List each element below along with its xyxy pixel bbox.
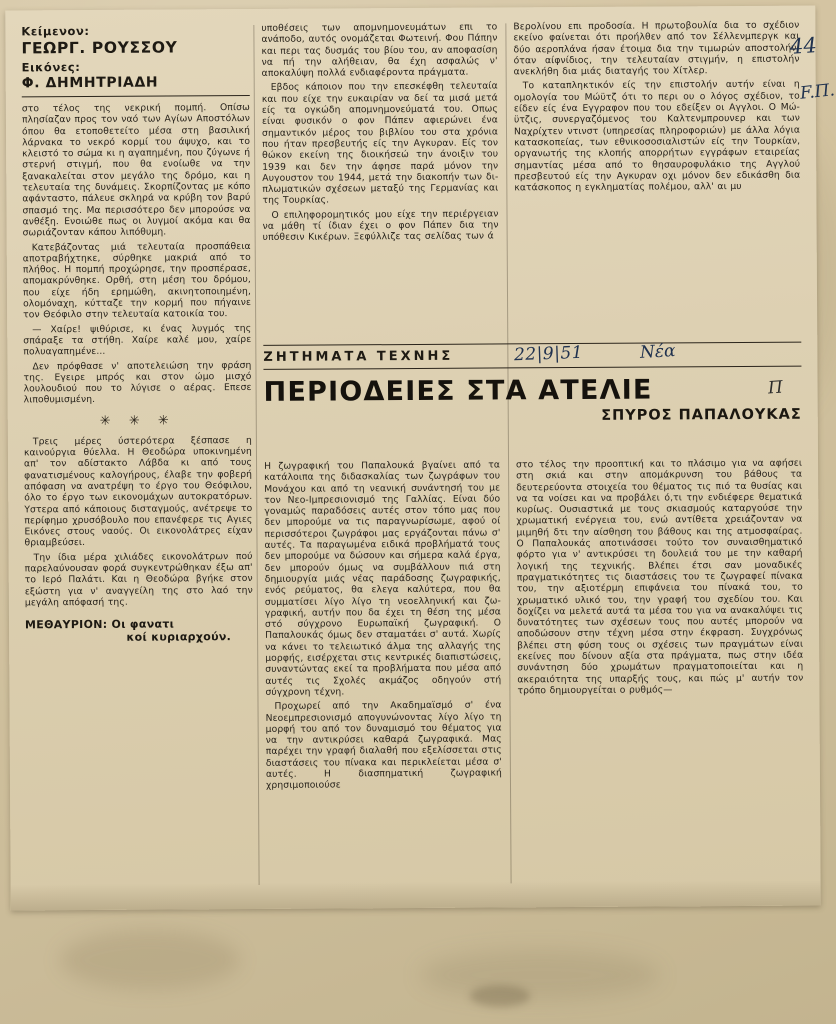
handwritten-code: F.Π.	[799, 80, 836, 104]
paragraph: στο τέλος της νεκρική πομπή. Οπίσω πλησίαζαν προς τον ναό των Αγίων Αποστόλων όπου θα ετοποθετείτο μέσα στη βασιλική λάρνακα το νεκρό κορμί του άψυχο, και το κλειστό το σώμα κι η αγαπημένη, που ζύγωνε ή στερνή στιγμή, που θα ενοίωθε να την ξανακαλείται στον μεγάλο της δρόμο, και η τελευταία της δυνάμεις. Σκορπίζοντας με κόπο αφάνταστο, πάλευε σκληρά να κρύβη τον βαρύ σπασμό της. Μα περισσότερο δεν μπορούσε να ανθέξη. Ενοιώθε πως οι λυγμοί ακόμα και θα σωριάζονταν κάπου λιπόθυμη.	[21, 101, 251, 239]
article-column-right	[516, 458, 803, 700]
article-column-left	[264, 459, 502, 794]
column-one-body-continued	[24, 435, 253, 609]
masthead	[21, 23, 249, 97]
column-divider	[253, 25, 259, 885]
paragraph: υποθέσεις των απομνημονευμάτων επι το ανάποδο, αυτός ονομάζεται Φωτεινή. Φου Πάπην και περι τας δυσμάς του βίου του, αν αποφασίση να πή την αλήθειαν, θα έχη ασφαλώς ν' αποκαλύψη πολλά ενδιαφέροντα πράγματα.	[261, 21, 498, 80]
column-three	[513, 20, 800, 197]
article-byline: ΣΠΥΡΟΣ ΠΑΠΑΛΟΥΚΑΣ	[601, 406, 802, 424]
header-rule-bottom	[263, 366, 801, 370]
section-break-stars: ✳ ✳ ✳	[99, 413, 176, 429]
paragraph: Το καταπληκτικόν είς την επιστολήν αυτήν είναι η ομολογία του Μώϋτζ ότι το περι ου ο λόγος σχέδιον, το είδεν είς ένα Εγγραφον που του εδείξεν οι Αγγλοι. Ο Μώϋτζις, συνεργαζόμενος του Καλτενμπρουνερ και των Ναχρίχτεν ντινστ (υπηρεσίας πληροφοριών) με άλλα λόγια κατασκοπείας, των εθνικοσοσιαλιστών είς την Τουρκίαν, οργανωτής της κλοπής απορρήτων εγγράφων εταιρείας σημαντίας μέσα από το θησαυροφυλάκιο της Αγγλού πρεσβευτού είς την Αγκυραν οχι μόνον δεν εδικάσθη δια κατάσκοπος η εγκληματίας πολέμου, αλλ' αι μυ	[513, 79, 801, 194]
paragraph: — Χαίρε! ψιθύρισε, κι ένας λυγμός της σπάραξε τα στήθη. Χαίρε καλέ μου, χαίρε πολυαγαπημένε...	[23, 322, 252, 358]
column-divider	[505, 23, 511, 883]
masthead-images-label: Εικόνες:	[21, 60, 81, 75]
masthead-author: ΓΕΩΡΓ. ΡΟΥΣΣΟΥ	[21, 38, 178, 58]
paragraph: Βερολίνου επι προδοσία. Η πρωτοβουλία δια το σχέδιον εκείνο φαίνεται ότι προήλθεν από τον Σέλλενμπεργκ και δύο αεροπλάνα ήσαν έτοιμα δια την τιμωρών αποστολήν, όταν αίφνίδιος, την τελευταίαν στιγμήν, η επιστολήν ανεκλήθη δια μιάς διαταγής του Χίτλερ.	[513, 19, 800, 78]
column-three-body	[513, 20, 800, 194]
stain-blotch	[420, 950, 660, 1000]
handwritten-mark: Π	[767, 377, 784, 399]
masthead-illustrator: Φ. ΔΗΜΗΤΡΙΑΔΗ	[21, 74, 159, 92]
article-body	[264, 457, 804, 792]
column-one	[21, 23, 253, 645]
article-column-left-text	[264, 459, 502, 791]
tomorrow-label: ΜΕΘΑΥΡΙΟΝ: Οι φανατι	[24, 617, 175, 632]
masthead-text-label: Κείμενον:	[21, 23, 90, 39]
tomorrow-teaser	[25, 617, 253, 644]
stain-blotch	[60, 930, 240, 990]
column-one-body	[22, 102, 252, 406]
paragraph: Προχωρεί από την Ακαδημαϊσμό σ' ένα Νεοεμπρεσιονισμό απογυνώνοντας λίγο λίγο τη μορφή του από τον δυναμισμό του θέματος για να την αντικρύσει καθαρά ζωγραφικά. Μας παρέχει την γραφή διαλαθή που εξελίσσεται στις διαστάσεις του πίνακα και περικλείεται μέσα σ' αυτές. Η διασπηματική ζωγραφική χρησιμοποιούσε	[265, 699, 502, 792]
paragraph: Κατεβάζοντας μιά τελευταία προσπάθεια αποτραβήχτηκε, σύρθηκε μακριά από το πλήθος. Η πομπή προχώρησε, την προσπέρασε, απομακρύνθηκε. Ορθή, στη μέση του δρόμου, που είχε ήδη ερημώθη, ακινητοποιημένη, ολομόναχη, κύτταζε την κορμή που πήγαινε τον Θεόφιλο στην τελευταία κατοικία του.	[22, 240, 252, 321]
tomorrow-sub: κοί κυριαρχούν.	[126, 630, 232, 644]
article-column-right-text	[516, 458, 803, 697]
column-two-body	[261, 21, 498, 243]
paragraph: στο τέλος την προοπτική και το πλάσιμο για να αφήσει στη σκιά και στην απομάκρυνση του βάθους τα δευτερεύοντα στοιχεία του θέματος τις πιό τα θυσίας και να τα νοίσει και να προβάλει ό,τι την ενδιέφερε θεματικά κυρίως. Ουσιαστικά με τους σκιασμούς καταργούσε την χρωματική ενέργεια του, ενώ αντίθετα χρειάζονταν να μιμηθή δτι την αίσθηση του βάθους και της ατμοσφαίρας. Ο Παπαλουκάς αποτινάσσει τούτο τον συναισθηματικό φόρτο για ν' αντικρύσει τη δουλειά του με την καθαρή λογική της τεχνικής. Βλέπει έτσι σαν μοναδικές πραγματικότητες τις διαστάσεις του τε ζωγραφεί πίνακα του, την αξιοτέρμη επιφάνεια του πίνακά του, το χρωματικό υλικό του, την γραφή του σχεδίου του. Και δοχίζει να μελετά αυτά τα μέσα του για να ανακαλύψει τις δυνατότητες των σχέσεων τους που αυτές μπορούν να αποδώσουν στην τέχνη μέσα στην έκφραση. Συγχρόνως βλέπει στη φύση τους οι σχέσεις των πραγμάτων είναι εκείνες που δίνουν αξία στα πράγματα, πως στην ιδέα συνάντηση δύο χρωμάτων πραγματοποιείται και η ακεραιότητα της υπαρξής τους, και πώς μ' αυτήν τον τρόπο δημιουργείται ο ρυθμός—	[516, 457, 804, 697]
handwritten-publication: Νέα	[639, 341, 676, 363]
paragraph: Εβδος κάποιον που την επεσκέφθη τελευταία και που είχε την ευκαιρίαν να δεί τα μισά μετά είς τα ογκώδη απομνημονεύματά του. Οπως είναι φυσικόν ο φον Πάπεν αφιερώνει ένα σημαντικόν μέρος του βιβλίου του στα χρόνια που ήταν πρεσβευτής είς την Αγκυραν. Είς τον θώκον εκείνη της διοικήσεώ την άνοιξιν του 1939 και δεν την άφησε παρά μόνον την Αυγουστον του 1944, μετά την διακοπήν των διπλωματικών σχέσεων μεταξύ της Γερμανίας και της Τουρκίας.	[261, 80, 499, 207]
paragraph: Την ίδια μέρα χιλιάδες εικονολάτρων πού παρελαύνουσαν φορά συγκεντρώθηκαν έξω απ' το Ιερό Παλάτι. Και η Θεοδώρα βγήκε στον εξώστη για ν' αναγγείλη της στο λαό την μεγάλη απόφασή της.	[24, 550, 253, 609]
paragraph: Δεν πρόφθασε ν' αποτελειώση την φράση της. Εγειρε μπρός και στον ώμο μισχό λουλουδιού που το λύγισε ο αέρας. Επεσε λιποθυμισμένη.	[23, 359, 252, 406]
paragraph: Ο επιληφορομητικός μου είχε την περιέργειαν να μάθη τί ίδιαν έχει ο φον Πάπεν δια την υπόθεσιν Κικέρων. Ξεφύλλιζε τας σελίδας των ά	[262, 208, 499, 244]
stain-blotch	[470, 985, 530, 1007]
article-title: ΠΕΡΙΟΔΕΙΕΣ ΣΤΑ ΑΤΕΛΙΕ	[263, 374, 653, 408]
paragraph: Τρεις μέρες ύστερότερα ξέσπασε η καινούργια θύελλα. Η Θεοδώρα υποκινημένη απ' τον αδίστακτο Λάβδα κι από τους φανατισμένους καλογήρους, έλαβε την φοβερή απόφαση να ανατρέψη το έργο του Θεόφιλου, όλο το έργο των εικονομάχων αυτοκρατόρων. Υστερα από κάποιους δισταγμούς, ανέτρεψε το περίφημο χρυσόβουλο που επανέφερε τις Αγιες Εικόνες στους ναούς. Οι εικονολάτρες είχαν θριαμβεύσει.	[23, 434, 253, 549]
article-kicker: ΖΗΤΗΜΑΤΑ ΤΕΧΝΗΣ	[263, 348, 454, 365]
handwritten-date: 22|9|51	[513, 342, 584, 366]
handwritten-page-number: 44	[789, 33, 818, 59]
paragraph	[514, 195, 800, 197]
column-two	[261, 21, 498, 246]
clipping-sheet	[5, 6, 820, 911]
paragraph: Η ζωγραφική του Παπαλουκά βγαίνει από τα κατάλοιπα της διδασκαλίας των ζωγράφων του Μονάχου και από τη νεανική συνάντησή του με τον Νεο-Ιμπρεσιονισμό της Γαλλίας. Είναι δύο γοναμώς παραδόσεις αυτές στον τόπο μας που δεν μπορούμε να τις παραγνωρίσωμε, αφού οί περισσότεροι ζωγράφοι μας εργάζονται πάνω σ' αυτές. Τα παραγωμένα ειδικά προβλήματά τους δεν μπορούμε να δώσουν και σήμερα καλά έργα, δεν μπορούν όμως να συμβάλλουν πιά στη δημιουργία μιάς νέας παράδοσης ζωγραφικής, ενός ρεύματος, θα ελεγα καλύτερα, που θα συμματίσει λίγο λίγο τη νεοελληνική και ζωγραφική, αυτήν που δα έχει τη θέση της μέσα στό σύγχρονο Ευρωπαϊκή ζωγραφική. Ο Παπαλουκάς όμως δεν σταματάει σ' αυτά. Χωρίς να κάνει το τελειωτικό άλμα της αλλαγής της μορφής, εισέρχεται στις κεντρικές διαπιστώσεις, συναντώντας εκεί τα προβλήματα που μέσα από αυτές τις Σχολές ακμάζος οδηγούν στή σύγχρονη τέχνη.	[264, 459, 502, 698]
